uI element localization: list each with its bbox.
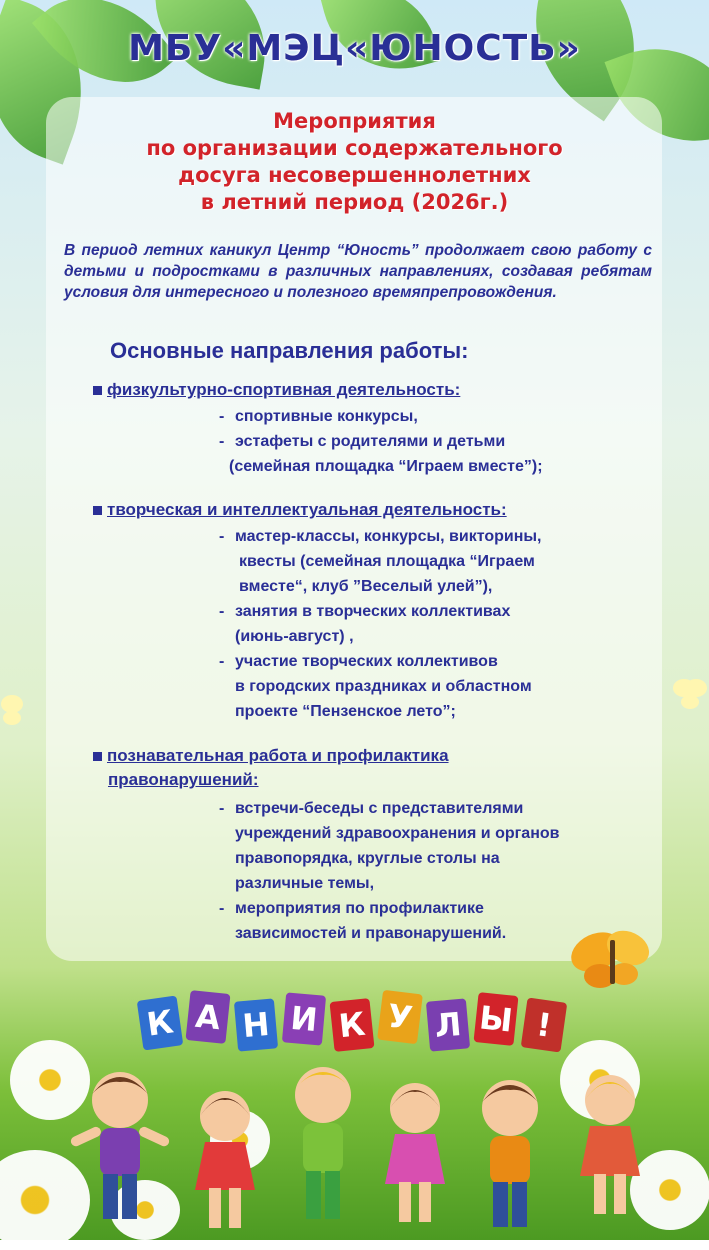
square-bullet-icon <box>93 386 102 395</box>
child-illustration <box>365 1072 465 1240</box>
butterfly-icon <box>0 690 26 730</box>
banner-letter: А <box>185 990 230 1044</box>
child-illustration <box>560 1064 660 1236</box>
child-illustration <box>268 1055 378 1240</box>
section-title-prevention: познавательная работа и профилактика правонарушений: <box>93 744 449 792</box>
banner-letter: Ы <box>473 992 518 1046</box>
banner-letter: Л <box>426 998 470 1051</box>
list-item: - занятия в творческих коллективах (июнь-август) , <box>219 603 511 645</box>
banner-letter: У <box>377 990 423 1045</box>
section-items-creative <box>215 524 542 724</box>
heading-line: по организации содержательного <box>146 136 563 160</box>
list-item: - встречи-беседы с представителями учреждений здравоохранения и органов правопорядка, круглые столы на различные темы, <box>219 800 560 892</box>
list-item: - мероприятия по профилактике зависимостей и правонарушений. <box>219 900 507 942</box>
square-bullet-icon <box>93 752 102 761</box>
banner-letter: К <box>329 998 374 1052</box>
banner-letter: К <box>137 995 184 1050</box>
square-bullet-icon <box>93 506 102 515</box>
list-item: - участие творческих коллективов в городских праздниках и областном проекте “Пензенское лето”; <box>219 653 532 720</box>
intro-paragraph: В период летних каникул Центр “Юность” продолжает свою работу с детьми и подростками в различных направлениях, создавая ребятам условия для интересного и полезного времяпрепровождения. <box>64 242 652 301</box>
child-illustration <box>455 1068 565 1240</box>
heading-line: Мероприятия <box>273 109 436 133</box>
heading-line: досуга несовершеннолетних <box>178 163 531 187</box>
section-title-sport: физкультурно-спортивная деятельность: <box>93 378 460 402</box>
event-heading <box>0 108 709 216</box>
butterfly-icon <box>672 674 708 714</box>
section-items-prevention <box>215 796 559 946</box>
section-title-creative: творческая и интеллектуальная деятельность: <box>93 498 507 522</box>
list-item: - эстафеты с родителями и детьми (семейная площадка “Играем вместе”); <box>219 433 543 475</box>
banner-letter: И <box>282 992 326 1045</box>
kanikuly-banner <box>140 988 580 1058</box>
banner-letter: ! <box>521 997 568 1052</box>
banner-letter: Н <box>234 998 278 1051</box>
heading-line: в летний период (2026г.) <box>200 190 509 214</box>
section-items-sport <box>215 404 543 479</box>
main-subheading: Основные направления работы: <box>110 338 469 363</box>
list-item: - мастер-классы, конкурсы, викторины, квесты (семейная площадка “Играем вместе“, клуб ”Веселый улей”), <box>219 528 542 595</box>
org-title: МБУ«МЭЦ«ЮНОСТЬ» <box>128 28 581 69</box>
list-item: - спортивные конкурсы, <box>219 408 418 425</box>
child-illustration <box>65 1060 175 1240</box>
child-illustration <box>175 1080 275 1240</box>
